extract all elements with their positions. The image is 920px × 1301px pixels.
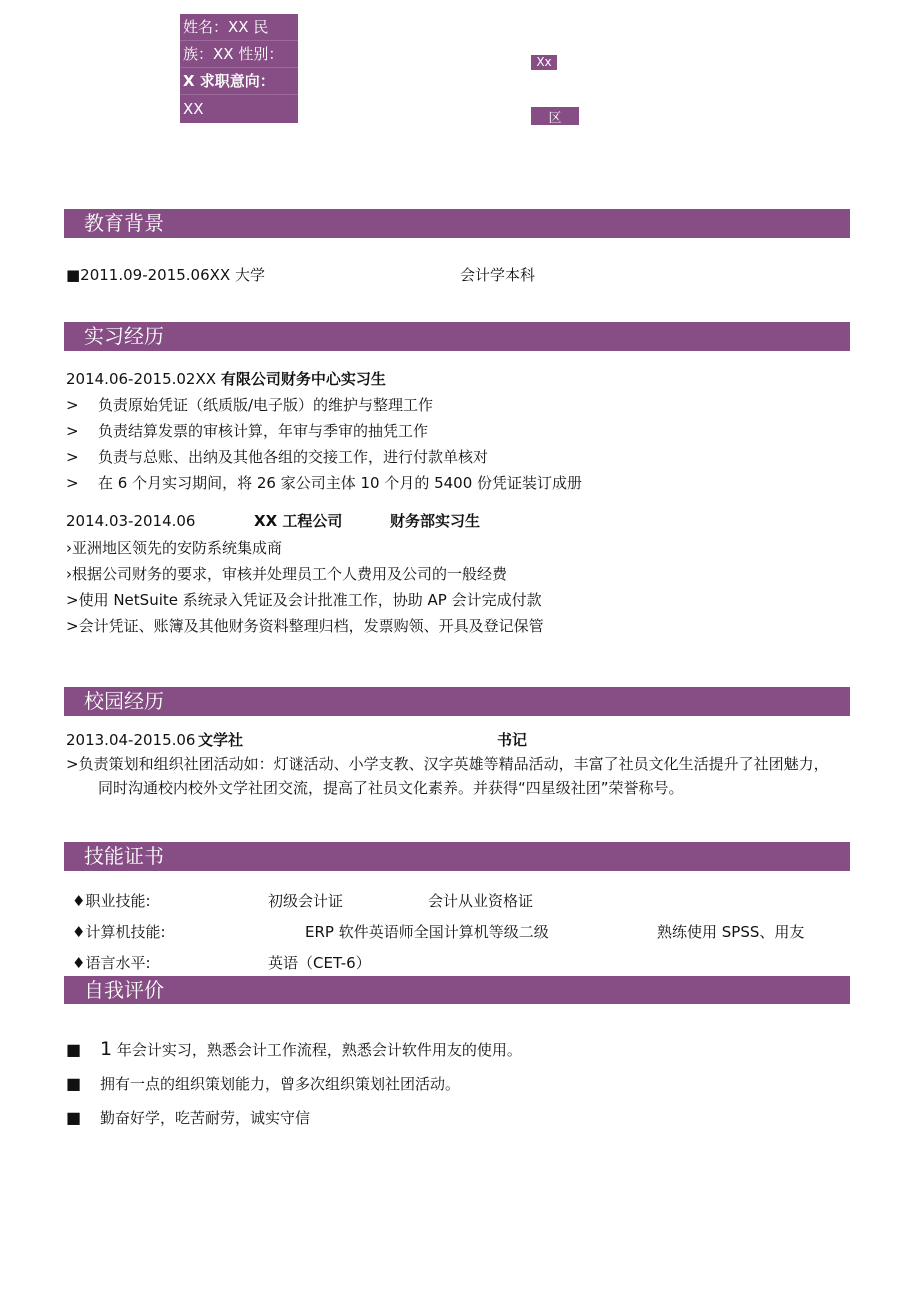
- job1-bullet: >: [66, 448, 79, 466]
- job2-item: ›亚洲地区领先的安防系统集成商: [66, 539, 283, 557]
- self-eval-bullet: ■: [66, 1040, 82, 1059]
- job1-item: 负责结算发票的审核计算，年审与季审的抽凭工作: [98, 422, 429, 440]
- job1-header: [66, 369, 386, 389]
- section-title-internship: 实习经历: [64, 322, 850, 351]
- job1-item: 在 6 个月实习期间，将 26 家公司主体 10 个月的 5400 份凭证装订成册: [98, 474, 583, 492]
- job1-item: 负责与总账、出纳及其他各组的交接工作，进行付款单核对: [98, 448, 489, 466]
- info-job-intent-line: X 求职意向：: [180, 68, 298, 95]
- campus-desc-line2: 同时沟通校内校外文学社团交流，提高了社员文化素养。并获得“四星级社团”荣誉称号。: [98, 779, 684, 797]
- skill-value: 熟练使用 SPSS、用友: [657, 923, 805, 941]
- section-title-skills: 技能证书: [64, 842, 850, 871]
- job1-title: 有限公司财务中心实习生: [220, 370, 386, 388]
- self-eval-bullet: ■: [66, 1074, 82, 1093]
- skill-label: ♦计算机技能:: [72, 923, 166, 941]
- job2-item: >会计凭证、账簿及其他财务资料整理归档，发票购领、开具及登记保管: [66, 617, 544, 635]
- job2-item: ›根据公司财务的要求，审核并处理员工个人费用及公司的一般经费: [66, 565, 508, 583]
- campus-org: 文学社: [198, 731, 244, 749]
- header-tag-district: 区: [531, 107, 579, 125]
- section-title-self-eval: 自我评价: [64, 976, 850, 1004]
- self-eval-item-3: 勤奋好学，吃苦耐劳，诚实守信: [100, 1109, 311, 1127]
- job1-bullet: >: [66, 474, 79, 492]
- skill-value: 初级会计证: [268, 892, 344, 910]
- job2-item: >使用 NetSuite 系统录入凭证及会计批准工作，协助 AP 会计完成付款: [66, 591, 542, 609]
- education-degree: 会计学本科: [460, 266, 536, 284]
- info-ethnicity-line: 族：XX 性别：: [180, 41, 298, 68]
- job2-role: 财务部实习生: [390, 512, 481, 530]
- job1-period: 2014.06-2015.02XX: [66, 370, 217, 388]
- info-name-line: 姓名：XX 民: [180, 14, 298, 41]
- job2-period: 2014.03-2014.06: [66, 512, 196, 530]
- skill-label: ♦语言水平:: [72, 954, 151, 972]
- self-eval-item-2: 拥有一点的组织策划能力，曾多次组织策划社团活动。: [100, 1075, 461, 1093]
- self-eval-bullet: ■: [66, 1108, 82, 1127]
- self-eval-item-1-text: 年会计实习，熟悉会计工作流程，熟悉会计软件用友的使用。: [116, 1041, 522, 1059]
- section-title-education: 教育背景: [64, 209, 850, 238]
- education-period-school: ■2011.09-2015.06XX 大学: [66, 266, 265, 284]
- info-value-line: XX: [183, 100, 204, 118]
- self-eval-item-1: [100, 1039, 522, 1060]
- skill-value: 会计从业资格证: [428, 892, 534, 910]
- campus-role: 书记: [497, 731, 528, 749]
- self-eval-item-1-number: 1: [100, 1038, 113, 1060]
- campus-desc-line1: >负责策划和组织社团活动如：灯谜活动、小学支教、汉字英雄等精品活动，丰富了社员文化生活提升了社团魅力，: [66, 755, 829, 773]
- campus-period: 2013.04-2015.06: [66, 731, 196, 749]
- job1-bullet: >: [66, 396, 79, 414]
- skill-value: 英语（CET-6）: [268, 954, 371, 972]
- header-tag-xx: Xx: [531, 55, 557, 70]
- job2-company: XX 工程公司: [254, 512, 343, 530]
- skill-value: ERP 软件英语师全国计算机等级二级: [305, 923, 549, 941]
- skill-label: ♦职业技能:: [72, 892, 151, 910]
- job1-item: 负责原始凭证（纸质版/电子版）的维护与整理工作: [98, 396, 434, 414]
- job1-bullet: >: [66, 422, 79, 440]
- personal-info-box: [180, 14, 298, 123]
- section-title-campus: 校园经历: [64, 687, 850, 716]
